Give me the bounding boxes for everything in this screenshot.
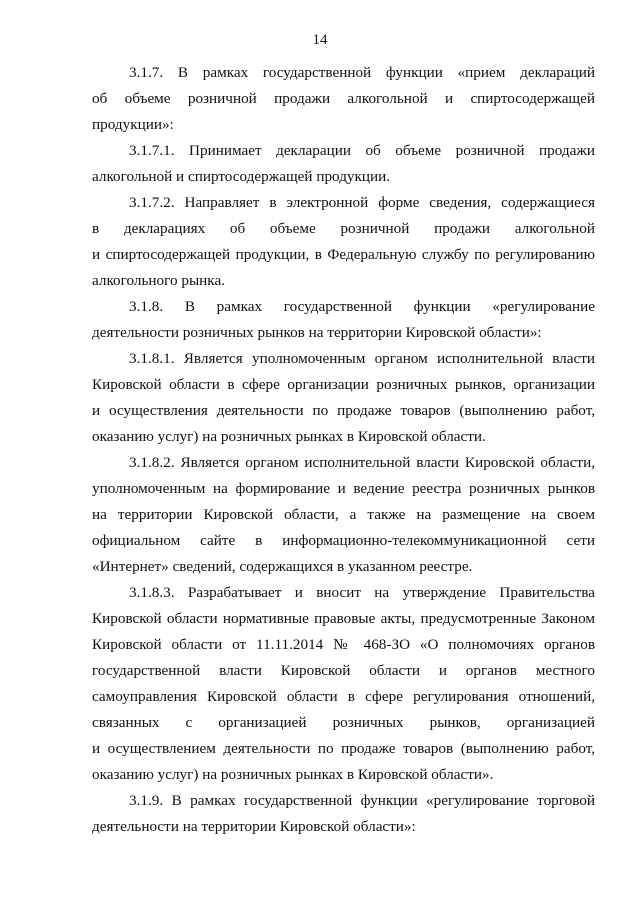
paragraph-text xyxy=(92,450,595,580)
text-line: 3.1.9. В рамках государственной функции «регулирование торговой xyxy=(129,792,595,809)
paragraph-text xyxy=(92,60,595,138)
page-number: 14 xyxy=(312,32,328,48)
text-line: об объеме розничной продажи алкогольной и спиртосодержащей xyxy=(92,90,595,107)
paragraph-text xyxy=(92,138,595,190)
text-line: 3.1.8.3. Разрабатывает и вносит на утверждение Правительства xyxy=(129,584,595,601)
text-line: 3.1.8. В рамках государственной функции «регулирование xyxy=(129,298,595,315)
paragraph-text xyxy=(92,190,595,294)
paragraph-3-1-8-2 xyxy=(92,450,595,580)
text-line: деятельности на территории Кировской области»: xyxy=(92,818,416,835)
text-line: Кировской области в сфере организации розничных рынков, организации xyxy=(92,376,595,393)
text-line: 3.1.7.2. Направляет в электронной форме сведения, содержащиеся xyxy=(129,194,595,211)
text-line: Кировской области нормативные правовые акты, предусмотренные Законом xyxy=(92,610,595,627)
text-line: деятельности розничных рынков на территории Кировской области»: xyxy=(92,324,542,341)
text-line: государственной власти Кировской области и органов местного xyxy=(92,662,595,679)
paragraph-3-1-8-1 xyxy=(92,346,595,450)
text-line: и осуществлением деятельности по продаже товаров (выполнению работ, xyxy=(92,740,595,757)
text-line: алкогольного рынка. xyxy=(92,272,225,289)
paragraph-3-1-7-2 xyxy=(92,190,595,294)
text-line: 3.1.7. В рамках государственной функции «прием деклараций xyxy=(129,64,595,81)
text-line: 3.1.7.1. Принимает декларации об объеме розничной продажи xyxy=(129,142,595,159)
paragraph-3-1-9 xyxy=(92,788,595,840)
text-line: 3.1.8.1. Является уполномоченным органом исполнительной власти xyxy=(129,350,595,367)
paragraph-text xyxy=(92,294,595,346)
paragraph-text xyxy=(92,788,595,840)
text-line: официальном сайте в информационно-телекоммуникационной сети xyxy=(92,532,595,549)
text-line: связанных с организацией розничных рынков, организацией xyxy=(92,714,595,731)
paragraph-3-1-7-1 xyxy=(92,138,595,190)
text-line: и осуществления деятельности по продаже товаров (выполнению работ, xyxy=(92,402,595,419)
text-line: самоуправления Кировской области в сфере регулирования отношений, xyxy=(92,688,595,705)
text-line: и спиртосодержащей продукции, в Федеральную службу по регулированию xyxy=(92,246,595,263)
paragraph-3-1-8 xyxy=(92,294,595,346)
text-line: оказанию услуг) на розничных рынках в Кировской области». xyxy=(92,766,494,783)
text-line: уполномоченным на формирование и ведение реестра розничных рынков xyxy=(92,480,595,497)
text-line: оказанию услуг) на розничных рынках в Кировской области. xyxy=(92,428,486,445)
text-line: Кировской области от 11.11.2014 № 468-ЗО «О полномочиях органов xyxy=(92,636,595,653)
paragraph-3-1-8-3 xyxy=(92,580,595,788)
text-line: алкогольной и спиртосодержащей продукции. xyxy=(92,168,391,185)
text-line: в декларациях об объеме розничной продажи алкогольной xyxy=(92,220,595,237)
text-line: «Интернет» сведений, содержащихся в указанном реестре. xyxy=(92,558,473,575)
paragraph-3-1-7 xyxy=(92,60,595,138)
paragraph-text xyxy=(92,346,595,450)
text-line: продукции»: xyxy=(92,116,174,133)
paragraph-text xyxy=(92,580,595,788)
text-line: на территории Кировской области, а также на размещение на своем xyxy=(92,506,595,523)
text-line: 3.1.8.2. Является органом исполнительной власти Кировской области, xyxy=(129,454,595,471)
